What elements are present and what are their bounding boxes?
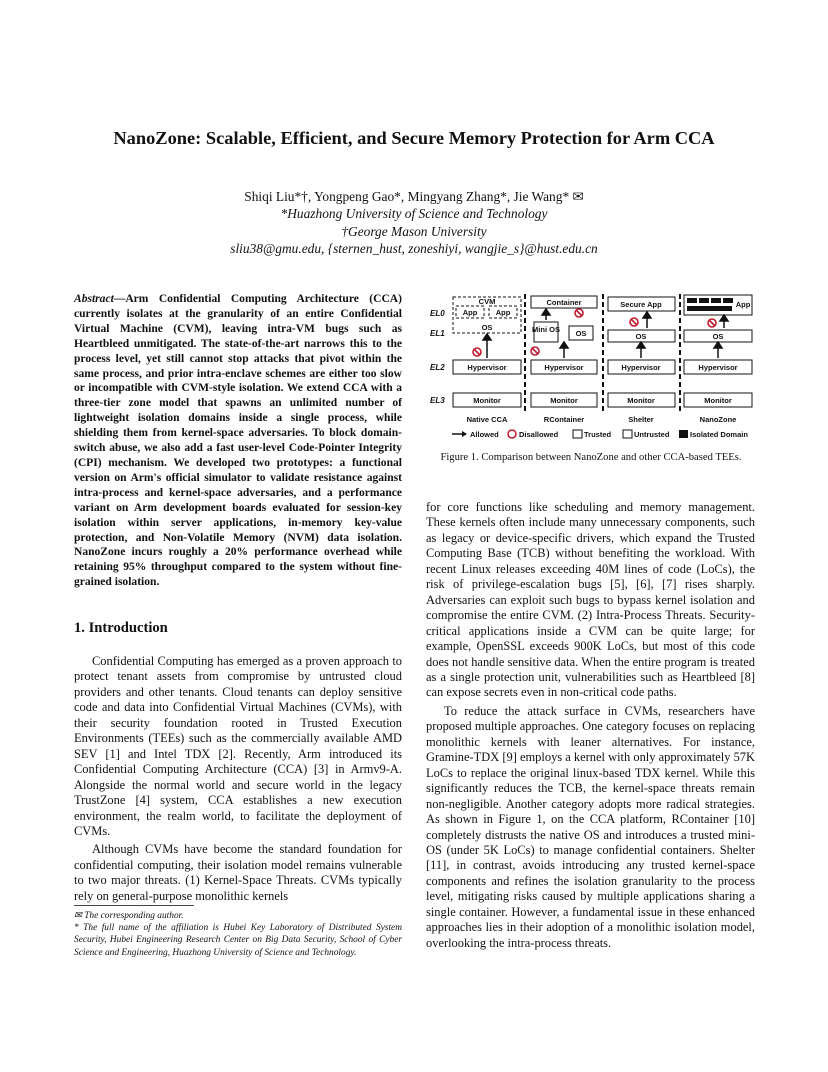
legend-isolated-domain: Isolated Domain	[690, 430, 748, 439]
shelter-os: OS	[635, 332, 647, 341]
rc-hypervisor: Hypervisor	[544, 363, 584, 372]
rc-container: Container	[546, 298, 582, 307]
shelter-monitor: Monitor	[627, 396, 655, 405]
nz-hypervisor: Hypervisor	[698, 363, 738, 372]
intro-paragraph-1: Confidential Computing has emerged as a proven approach to protect tenant assets from compromise by untrusted cloud providers and other tenants. Cloud tenants can deploy sensitive code and data into Confidential Virtual Machines (CVMs), with their security foundation rooted in Trusted Execution Environments (TEEs) such as the commercially available AMD SEV [1] and Intel TDX [2]. Recently, Arm introduced its Confidential Computing Architecture (CCA) [3] in Armv9-A. Alongside the normal world and secure world in the legacy TrustZone [4] system, CCA establishes a new execution environment, the realm world, to facilitate the deployment of CVMs.	[74, 654, 402, 838]
paper-title: NanoZone: Scalable, Efficient, and Secure Memory Protection for Arm CCA	[113, 128, 715, 148]
col-native-cca: Native CCA	[466, 415, 508, 424]
affiliation-2: †George Mason University	[341, 223, 487, 239]
intro-right-column	[426, 500, 755, 954]
level-el2: EL2	[430, 363, 445, 372]
native-os: OS	[481, 323, 493, 332]
intro-left-column	[74, 654, 402, 907]
rc-monitor: Monitor	[550, 396, 578, 405]
abstract-text: —Arm Confidential Computing Architecture (CCA) currently isolates at the granularity of an entire Confidential Virtual Machine (CVM), leaving intra-VM bugs such as Heartbleed unmitigated. The state-of-the-art narrows this to the process level, yet still cannot stop attacks that pivot within the same process, and prior intra-enclave schemes are either too slow or incompatible with CVM-style isolation. We extend CCA with a three-tier zone model that spawns an unlimited number of lightweight isolation domains inside a single process, while shielding them from kernel-space adversaries. To block domain-switch abuse, we also add a fast user-level Code-Pointer Integrity (CPI) mechanism. We developed two prototypes: a functional version on Arm's official simulator to validate resistance against intra-process and kernel-space adversaries, and a performance variant on Arm development boards evaluated for session-key isolation within server applications, in-memory key-value protection, and Non-Volatile Memory (NVM) data isolation. NanoZone incurs roughly a 20% performance overhead while retaining 95% throughput compared to the system without fine-grained isolation.	[74, 293, 402, 589]
rc-os: OS	[575, 329, 587, 338]
nz-monitor: Monitor	[704, 396, 732, 405]
nz-app: App	[735, 300, 751, 309]
native-monitor: Monitor	[473, 396, 501, 405]
footnote-affiliation: * The full name of the affiliation is Hubei Key Laboratory of Distributed System Security, Hubei Engineering Research Center on Big Data Security, School of Cyber Science and Engineering, Huazhong University of Science and Technology.	[74, 923, 402, 958]
level-el1: EL1	[430, 329, 445, 338]
legend-disallowed: Disallowed	[519, 430, 559, 439]
abstract	[74, 292, 402, 590]
author-emails: sliu38@gmu.edu, {sternen_hust, zoneshiyi, wangjie_s}@hust.edu.cn	[230, 241, 598, 257]
figure-1	[426, 292, 756, 442]
shelter-hypervisor: Hypervisor	[621, 363, 661, 372]
shelter-secure-app: Secure App	[620, 300, 662, 309]
col-shelter: Shelter	[628, 415, 654, 424]
legend-untrusted: Untrusted	[634, 430, 670, 439]
native-app-2: App	[495, 308, 511, 317]
col-nanozone: NanoZone	[699, 415, 737, 424]
figure-caption: Figure 1. Comparison between NanoZone and other CCA-based TEEs.	[440, 452, 742, 463]
native-app-1: App	[462, 308, 478, 317]
intro-paragraph-3: To reduce the attack surface in CVMs, researchers have proposed multiple approaches. One category focuses on replacing monolithic kernels with leaner alternatives. For instance, Gramine-TDX [9] employs a kernel with only approximately 57K LoCs to replace the original linux-based TDX kernel. While this significantly reduces the TCB, the kernel-space threats remain non-negligible. Another category adopts more radical strategies. As shown in Figure 1, on the CCA platform, RContainer [10] completely distrusts the native OS and introduces a trusted mini-OS (under 5K LoCs) to manage confidential containers. Shelter [11], in contrast, avoids introducing any trusted kernel-space components and refines the isolation granularity to the process level, mitigating risks caused by multiple applications sharing a single container. However, a fundamental issue in these enhanced approaches lies in their adoption of a monolithic isolation model, overlooking the intra-process threats.	[426, 703, 755, 950]
nz-os: OS	[712, 332, 724, 341]
footnotes	[74, 910, 402, 959]
footnote-corresponding: ✉ The corresponding author.	[74, 911, 184, 921]
footnote-rule	[74, 905, 194, 906]
native-hypervisor: Hypervisor	[467, 363, 507, 372]
author-block	[60, 188, 768, 258]
col-rcontainer: RContainer	[543, 415, 585, 424]
legend-allowed: Allowed	[470, 430, 499, 439]
arxiv-stamp	[22, 306, 58, 678]
author-names: Shiqi Liu*†, Yongpeng Gao*, Mingyang Zhang*, Jie Wang* ✉	[244, 189, 584, 204]
intro-paragraph-2: Although CVMs have become the standard foundation for confidential computing, their isolation model remains vulnerable to two major threats. (1) Kernel-Space Threats. CVMs typically rely on general-purpose monolithic kernels	[74, 842, 402, 903]
rc-mini-os: Mini OS	[532, 325, 560, 334]
level-el3: EL3	[430, 396, 445, 405]
intro-paragraph-2-cont: for core functions like scheduling and memory management. These kernels often include many unnecessary components, such as legacy or device-specific drivers, which expand the Trusted Computing Base (TCB) without benefiting the workload. With recent Linux releases exceeding 40M lines of code (LoCs), the risk of privilege-escalation bugs [5], [6], [7] rises sharply. Adversaries can exploit such bugs to bypass kernel isolation and compromise the entire CVM. (2) Intra-Process Threats. Security-critical applications inside a CVM can be quite large; for example, OpenSSL exceeds 900K LoCs, but most of this code does not handle sensitive data. When the entire program is treated as a single protection unit, vulnerabilities such as Heartbleed [8] can expose secrets even in non-critical code paths.	[426, 500, 755, 700]
section-heading-introduction: 1. Introduction	[74, 620, 168, 636]
affiliation-1: *Huazhong University of Science and Technology	[280, 206, 548, 222]
legend-trusted: Trusted	[584, 430, 612, 439]
native-cvm-label: CVM	[478, 297, 496, 306]
level-el0: EL0	[430, 309, 445, 318]
abstract-label: Abstract	[74, 293, 114, 305]
